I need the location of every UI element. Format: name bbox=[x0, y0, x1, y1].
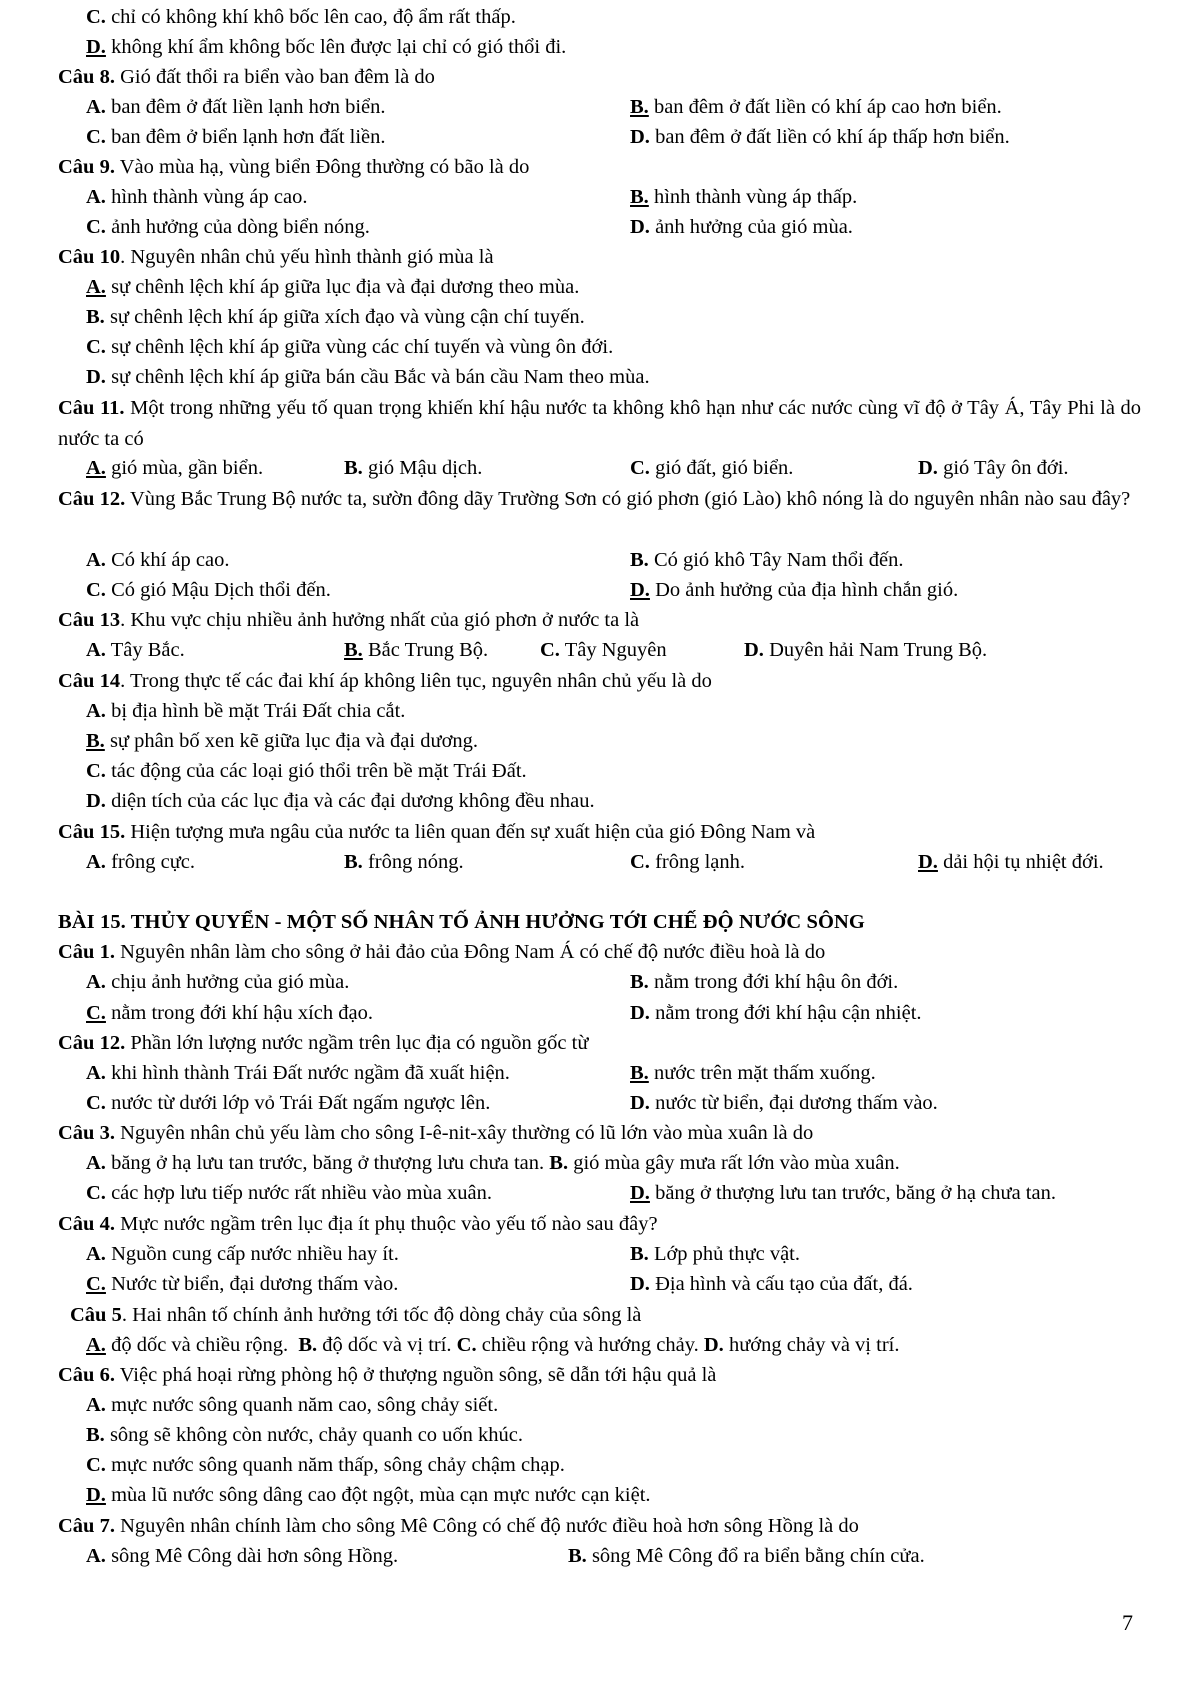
option-text: frông lạnh. bbox=[655, 851, 746, 873]
option-label: B. bbox=[298, 1334, 318, 1356]
option-text: sự chênh lệch khí áp giữa lục địa và đại dương theo mùa. bbox=[111, 276, 580, 298]
option-label: A. bbox=[86, 1545, 106, 1567]
option-a bbox=[86, 453, 263, 483]
option-label: A. bbox=[86, 549, 106, 571]
question-text: Mực nước ngầm trên lục địa ít phụ thuộc vào yếu tố nào sau đây? bbox=[120, 1213, 658, 1235]
option-text: nằm trong đới khí hậu xích đạo. bbox=[111, 1002, 373, 1024]
option-label: C. bbox=[86, 216, 106, 238]
option-label: B. bbox=[630, 971, 649, 993]
option-label: A. bbox=[86, 639, 106, 661]
option-c bbox=[630, 847, 745, 877]
question-number: Câu 12. bbox=[58, 488, 126, 510]
option-text: Địa hình và cấu tạo của đất, đá. bbox=[655, 1273, 913, 1295]
option-d bbox=[86, 362, 650, 392]
option-text: ảnh hưởng của gió mùa. bbox=[655, 216, 853, 238]
option-text: gió mùa, gần biển. bbox=[111, 457, 264, 479]
option-label: B. bbox=[630, 549, 649, 571]
option-label: B. bbox=[549, 1152, 569, 1174]
option-label: D. bbox=[703, 1334, 724, 1356]
option-label: A. bbox=[86, 971, 106, 993]
option-a bbox=[86, 635, 185, 665]
question-number: Câu 1. bbox=[58, 941, 115, 963]
option-c bbox=[86, 2, 516, 32]
option-label-answer: D. bbox=[86, 1484, 106, 1506]
option-text: Nước từ biển, đại dương thấm vào. bbox=[111, 1273, 399, 1295]
option-label: A. bbox=[86, 1062, 106, 1084]
question-text: . Hai nhân tố chính ảnh hưởng tới tốc độ dòng chảy của sông là bbox=[121, 1304, 642, 1326]
option-label-answer: B. bbox=[344, 639, 363, 661]
question-number: Câu 8. bbox=[58, 66, 115, 88]
option-d bbox=[630, 1269, 913, 1299]
option-text: Tây Bắc. bbox=[110, 639, 185, 661]
option-c bbox=[86, 212, 370, 242]
option-label: A. bbox=[86, 1152, 106, 1174]
option-label-answer: C. bbox=[86, 1002, 106, 1024]
question-text: . Nguyên nhân chủ yếu hình thành gió mùa là bbox=[120, 246, 494, 268]
option-text: sông sẽ không còn nước, chảy quanh co uốn khúc. bbox=[109, 1424, 524, 1446]
question-10 bbox=[58, 242, 494, 272]
option-label: C. bbox=[86, 1092, 106, 1114]
option-text: gió đất, gió biển. bbox=[655, 457, 794, 479]
option-label-answer: B. bbox=[630, 1062, 649, 1084]
option-d bbox=[630, 1178, 1056, 1208]
option-text: gió Tây ôn đới. bbox=[943, 457, 1069, 479]
option-text: Có gió khô Tây Nam thổi đến. bbox=[653, 549, 904, 571]
question-5 bbox=[70, 1300, 641, 1330]
option-text: ban đêm ở đất liền có khí áp thấp hơn biển. bbox=[655, 126, 1010, 148]
option-label-answer: D. bbox=[630, 579, 650, 601]
question-12 bbox=[58, 484, 1141, 515]
option-text: Lớp phủ thực vật. bbox=[653, 1243, 800, 1265]
option-a bbox=[86, 696, 405, 726]
option-text: chỉ có không khí khô bốc lên cao, độ ẩm rất thấp. bbox=[111, 6, 516, 28]
question-text: Một trong những yếu tố quan trọng khiến khí hậu nước ta không khô hạn như các nước cùng vĩ độ ở Tây Á, Tây Phi là do nước ta có bbox=[58, 397, 1142, 450]
option-text: ảnh hưởng của dòng biển nóng. bbox=[111, 216, 370, 238]
option-label: A. bbox=[86, 1243, 106, 1265]
question-number: Câu 15. bbox=[58, 821, 126, 843]
question-number: Câu 12. bbox=[58, 1032, 126, 1054]
option-b bbox=[86, 726, 478, 756]
option-text: bị địa hình bề mặt Trái Đất chia cắt. bbox=[111, 700, 406, 722]
question-6 bbox=[58, 1360, 716, 1390]
option-label-answer: D. bbox=[630, 1182, 650, 1204]
option-label: D. bbox=[630, 1092, 650, 1114]
option-label: A. bbox=[86, 700, 106, 722]
option-label: C. bbox=[86, 336, 106, 358]
page-number: 7 bbox=[1122, 1610, 1133, 1635]
option-d bbox=[630, 1088, 938, 1118]
option-a bbox=[86, 847, 195, 877]
option-text: ban đêm ở đất liền lạnh hơn biển. bbox=[111, 96, 386, 118]
option-label-answer: D. bbox=[86, 36, 106, 58]
question-1 bbox=[58, 937, 825, 967]
option-label-answer: A. bbox=[86, 1334, 106, 1356]
option-text: sự chênh lệch khí áp giữa xích đạo và vùng cận chí tuyến. bbox=[109, 306, 585, 328]
option-text: dải hội tụ nhiệt đới. bbox=[943, 851, 1104, 873]
question-text: Vùng Bắc Trung Bộ nước ta, sườn đông dãy Trường Sơn có gió phơn (gió Lào) khô nóng là do nguyên nhân nào sau đây? bbox=[129, 488, 1131, 510]
option-label-answer: D. bbox=[918, 851, 938, 873]
option-d bbox=[744, 635, 987, 665]
option-text: sự chênh lệch khí áp giữa bán cầu Bắc và bán cầu Nam theo mùa. bbox=[111, 366, 650, 388]
question-number: Câu 6. bbox=[58, 1364, 115, 1386]
question-number: Câu 14 bbox=[58, 670, 121, 692]
option-label: D. bbox=[86, 366, 106, 388]
option-label-answer: B. bbox=[630, 186, 649, 208]
option-label: B. bbox=[86, 306, 105, 328]
option-label: C. bbox=[86, 1454, 106, 1476]
option-b bbox=[630, 545, 904, 575]
option-text: khi hình thành Trái Đất nước ngầm đã xuất hiện. bbox=[111, 1062, 510, 1084]
option-label: D. bbox=[86, 790, 106, 812]
option-text: nằm trong đới khí hậu ôn đới. bbox=[653, 971, 899, 993]
option-label: C. bbox=[456, 1334, 477, 1356]
option-d bbox=[630, 122, 1010, 152]
question-number: Câu 5 bbox=[70, 1304, 122, 1326]
question-14 bbox=[58, 666, 712, 696]
option-a bbox=[86, 1390, 498, 1420]
option-text: sông Mê Công đổ ra biển bằng chín cửa. bbox=[591, 1545, 925, 1567]
question-8 bbox=[58, 62, 435, 92]
question-3 bbox=[58, 1118, 813, 1148]
option-c bbox=[86, 575, 331, 605]
option-label: D. bbox=[918, 457, 938, 479]
option-d bbox=[86, 32, 566, 62]
option-label: A. bbox=[86, 1394, 106, 1416]
option-text: nằm trong đới khí hậu cận nhiệt. bbox=[655, 1002, 922, 1024]
option-label-answer: A. bbox=[86, 457, 106, 479]
option-label: C. bbox=[86, 126, 106, 148]
option-text: Có khí áp cao. bbox=[111, 549, 230, 571]
option-text: mùa lũ nước sông dâng cao đột ngột, mùa cạn mực nước cạn kiệt. bbox=[111, 1484, 651, 1506]
option-label: B. bbox=[344, 851, 363, 873]
option-text: ban đêm ở biển lạnh hơn đất liền. bbox=[111, 126, 386, 148]
option-a bbox=[86, 1148, 900, 1178]
question-number: Câu 7. bbox=[58, 1515, 115, 1537]
question-text: Gió đất thổi ra biển vào ban đêm là do bbox=[120, 66, 435, 88]
question-number: Câu 9. bbox=[58, 156, 115, 178]
option-text: sự chênh lệch khí áp giữa vùng các chí tuyến và vùng ôn đới. bbox=[111, 336, 614, 358]
option-c bbox=[86, 332, 613, 362]
option-b bbox=[86, 302, 585, 332]
option-b bbox=[630, 1058, 876, 1088]
option-text: frông cực. bbox=[111, 851, 196, 873]
option-text: hình thành vùng áp cao. bbox=[111, 186, 308, 208]
question-4 bbox=[58, 1209, 658, 1239]
option-c bbox=[86, 756, 527, 786]
option-text: nước từ biển, đại dương thấm vào. bbox=[655, 1092, 938, 1114]
option-b bbox=[344, 635, 488, 665]
option-label: C. bbox=[86, 760, 106, 782]
option-b bbox=[630, 1239, 800, 1269]
option-b bbox=[86, 1420, 523, 1450]
option-d bbox=[86, 786, 595, 816]
option-a bbox=[86, 545, 229, 575]
option-text: băng ở thượng lưu tan trước, băng ở hạ chưa tan. bbox=[655, 1182, 1056, 1204]
option-label: A. bbox=[86, 96, 106, 118]
question-text: Nguyên nhân chính làm cho sông Mê Công có chế độ nước điều hoà hơn sông Hồng là do bbox=[120, 1515, 859, 1537]
option-b bbox=[344, 453, 482, 483]
option-label: B. bbox=[344, 457, 363, 479]
option-c bbox=[86, 1269, 398, 1299]
question-number: Câu 4. bbox=[58, 1213, 115, 1235]
option-label-answer: C. bbox=[86, 1273, 106, 1295]
option-label: D. bbox=[744, 639, 764, 661]
option-c bbox=[86, 1178, 492, 1208]
question-9 bbox=[58, 152, 529, 182]
option-a bbox=[86, 1541, 398, 1571]
option-c bbox=[86, 122, 386, 152]
option-text: chiều rộng và hướng chảy. bbox=[481, 1334, 699, 1356]
question-text: Hiện tượng mưa ngâu của nước ta liên quan đến sự xuất hiện của gió Đông Nam và bbox=[130, 821, 816, 843]
question-text: . Trong thực tế các đai khí áp không liên tục, nguyên nhân chủ yếu là do bbox=[120, 670, 712, 692]
option-text: Tây Nguyên bbox=[564, 639, 667, 661]
question-text: Nguyên nhân chủ yếu làm cho sông I-ê-nit-xây thường có lũ lớn vào mùa xuân là do bbox=[120, 1122, 814, 1144]
option-text: Do ảnh hưởng của địa hình chắn gió. bbox=[655, 579, 959, 601]
option-text: diện tích của các lục địa và các đại dương không đều nhau. bbox=[111, 790, 595, 812]
option-text: Bắc Trung Bộ. bbox=[367, 639, 489, 661]
option-text: gió mùa gây mưa rất lớn vào mùa xuân. bbox=[573, 1152, 900, 1174]
option-label-answer: B. bbox=[86, 730, 105, 752]
option-d bbox=[630, 212, 853, 242]
option-text: sự phân bố xen kẽ giữa lục địa và đại dương. bbox=[109, 730, 479, 752]
question-13 bbox=[58, 605, 639, 635]
option-text: mực nước sông quanh năm cao, sông chảy siết. bbox=[111, 1394, 499, 1416]
option-label: C. bbox=[630, 457, 650, 479]
option-label: C. bbox=[86, 6, 106, 28]
option-label: A. bbox=[86, 186, 106, 208]
question-number: Câu 11. bbox=[58, 397, 125, 419]
option-text: Có gió Mậu Dịch thổi đến. bbox=[111, 579, 331, 601]
option-a bbox=[86, 1058, 510, 1088]
option-a bbox=[86, 182, 307, 212]
option-a bbox=[86, 272, 579, 302]
option-b bbox=[344, 847, 464, 877]
option-row bbox=[86, 1330, 899, 1360]
question-text: Nguyên nhân làm cho sông ở hải đảo của Đông Nam Á có chế độ nước điều hoà là do bbox=[120, 941, 826, 963]
option-text: frông nóng. bbox=[367, 851, 464, 873]
option-text: băng ở hạ lưu tan trước, băng ở thượng lưu chưa tan. bbox=[111, 1152, 545, 1174]
option-b bbox=[630, 182, 857, 212]
option-text: chịu ảnh hưởng của gió mùa. bbox=[111, 971, 350, 993]
option-text: không khí ẩm không bốc lên được lại chỉ có gió thổi đi. bbox=[111, 36, 567, 58]
option-label-answer: A. bbox=[86, 276, 106, 298]
option-text: nước trên mặt thấm xuống. bbox=[653, 1062, 876, 1084]
option-text: sông Mê Công dài hơn sông Hồng. bbox=[111, 1545, 399, 1567]
option-label: D. bbox=[630, 1273, 650, 1295]
question-12b bbox=[58, 1028, 588, 1058]
option-label: D. bbox=[630, 216, 650, 238]
question-15 bbox=[58, 817, 815, 847]
section-title: BÀI 15. THỦY QUYỂN - MỘT SỐ NHÂN TỐ ẢNH HƯỞNG TỚI CHẾ ĐỘ NƯỚC SÔNG bbox=[58, 911, 865, 933]
option-label: B. bbox=[630, 1243, 649, 1265]
option-text: ban đêm ở đất liền có khí áp cao hơn biển. bbox=[653, 96, 1002, 118]
question-7 bbox=[58, 1511, 859, 1541]
option-text: tác động của các loại gió thổi trên bề mặt Trái Đất. bbox=[111, 760, 527, 782]
option-d bbox=[918, 847, 1104, 877]
question-text: Phần lớn lượng nước ngầm trên lục địa có nguồn gốc từ bbox=[130, 1032, 589, 1054]
option-label: C. bbox=[540, 639, 560, 661]
question-11 bbox=[58, 393, 1141, 454]
option-d bbox=[918, 453, 1069, 483]
option-d bbox=[630, 998, 922, 1028]
option-label: D. bbox=[630, 126, 650, 148]
option-a bbox=[86, 1239, 399, 1269]
option-d bbox=[630, 575, 958, 605]
option-b bbox=[630, 92, 1002, 122]
option-c bbox=[630, 453, 793, 483]
option-a bbox=[86, 92, 386, 122]
option-c bbox=[86, 1088, 490, 1118]
question-number: Câu 10 bbox=[58, 246, 121, 268]
option-label: B. bbox=[86, 1424, 105, 1446]
option-text: Duyên hải Nam Trung Bộ. bbox=[769, 639, 988, 661]
option-text: mực nước sông quanh năm thấp, sông chảy chậm chạp. bbox=[111, 1454, 565, 1476]
option-label: D. bbox=[630, 1002, 650, 1024]
option-c bbox=[86, 998, 373, 1028]
option-text: Nguồn cung cấp nước nhiều hay ít. bbox=[111, 1243, 399, 1265]
option-c bbox=[86, 1450, 565, 1480]
question-number: Câu 13 bbox=[58, 609, 121, 631]
option-label: B. bbox=[568, 1545, 587, 1567]
option-label: C. bbox=[630, 851, 650, 873]
question-number: Câu 3. bbox=[58, 1122, 115, 1144]
option-label: A. bbox=[86, 851, 106, 873]
option-text: các hợp lưu tiếp nước rất nhiều vào mùa xuân. bbox=[111, 1182, 492, 1204]
option-a bbox=[86, 967, 349, 997]
option-text: nước từ dưới lớp vỏ Trái Đất ngấm ngược lên. bbox=[111, 1092, 491, 1114]
question-text: Việc phá hoại rừng phòng hộ ở thượng nguồn sông, sẽ dẫn tới hậu quả là bbox=[119, 1364, 717, 1386]
option-text: hướng chảy và vị trí. bbox=[728, 1334, 900, 1356]
option-b bbox=[568, 1541, 925, 1571]
option-label: C. bbox=[86, 1182, 106, 1204]
option-d bbox=[86, 1480, 651, 1510]
option-c bbox=[540, 635, 667, 665]
option-text: gió Mậu dịch. bbox=[367, 457, 483, 479]
option-text: độ dốc và vị trí. bbox=[322, 1334, 452, 1356]
option-text: hình thành vùng áp thấp. bbox=[653, 186, 858, 208]
question-text: Vào mùa hạ, vùng biển Đông thường có bão là do bbox=[119, 156, 530, 178]
option-label-answer: B. bbox=[630, 96, 649, 118]
option-label: C. bbox=[86, 579, 106, 601]
question-text: . Khu vực chịu nhiều ảnh hưởng nhất của gió phơn ở nước ta là bbox=[120, 609, 640, 631]
option-text: độ dốc và chiều rộng. bbox=[111, 1334, 289, 1356]
option-b bbox=[630, 967, 898, 997]
